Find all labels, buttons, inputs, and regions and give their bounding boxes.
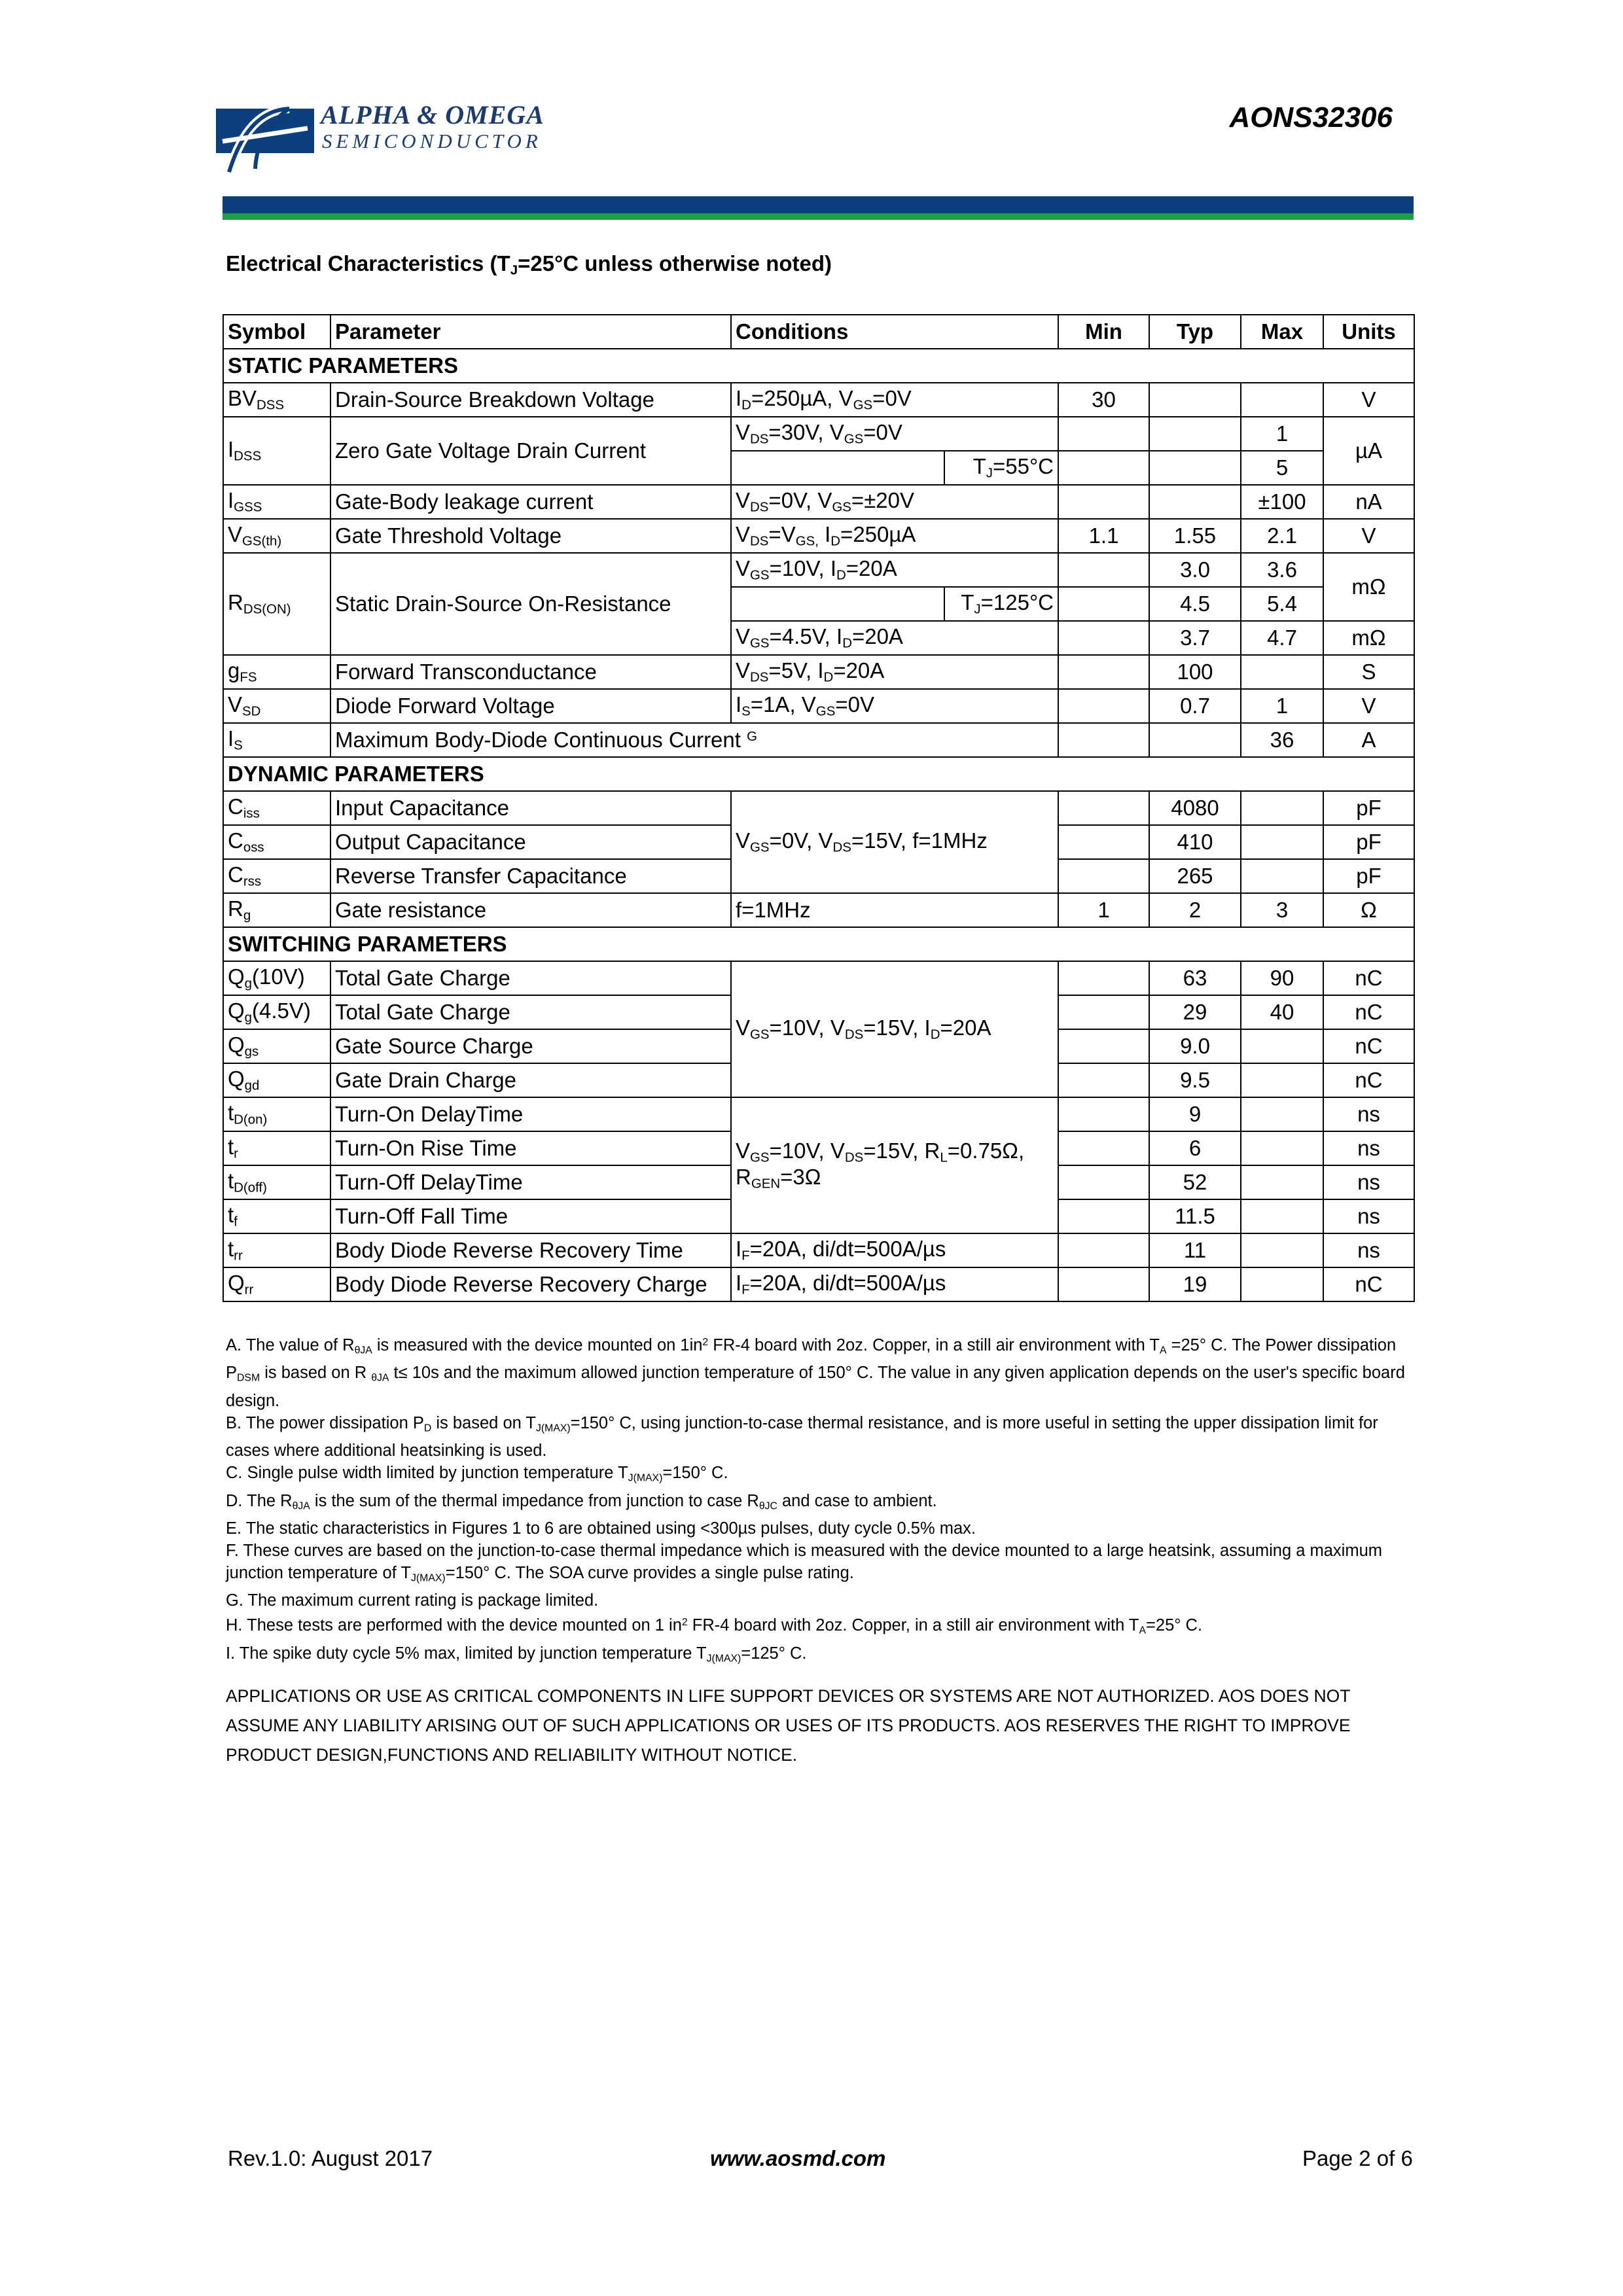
symbol-cell: $Q_{gs}$	[223, 1029, 330, 1063]
typ-cell: 63	[1149, 961, 1241, 995]
symbol-cell: $R_{DS(ON)}$	[223, 553, 330, 655]
min-cell: 30	[1058, 383, 1149, 417]
symbol-cell: $t_r$	[223, 1131, 330, 1165]
table-row	[223, 519, 1414, 553]
condition-cell: $V_{GS}=0V$, $V_{DS}=15V$, f=1MHz	[731, 791, 1058, 893]
table-row	[223, 417, 1414, 451]
max-cell	[1241, 859, 1323, 893]
units-cell: ns	[1323, 1165, 1414, 1199]
typ-cell: 4.5	[1149, 587, 1241, 621]
header-min: Min	[1058, 315, 1149, 349]
table-row	[223, 1267, 1414, 1301]
min-cell	[1058, 1267, 1149, 1301]
note-b: B. The power dissipation $P_D$ is based on $T_{J(MAX)}=150^\circ$ C, using junction-to-case thermal resistance, and is more useful in setting the upper dissipation limit for cases where additional heatsinking is used.	[226, 1413, 1378, 1460]
min-cell	[1058, 1029, 1149, 1063]
parameter-cell: Forward Transconductance	[330, 655, 731, 689]
revision-label: Rev.1.0: August 2017	[228, 2146, 433, 2170]
website-link[interactable]: www.aosmd.com	[710, 2146, 886, 2170]
units-cell: µA	[1323, 417, 1414, 485]
parameter-cell: Turn-Off Fall Time	[330, 1199, 731, 1233]
min-cell	[1058, 655, 1149, 689]
typ-cell: 3.7	[1149, 621, 1241, 655]
header-typ: Typ	[1149, 315, 1241, 349]
table-row	[223, 689, 1414, 723]
typ-cell: 6	[1149, 1131, 1241, 1165]
parameter-cell: Zero Gate Voltage Drain Current	[330, 417, 731, 485]
min-cell	[1058, 1097, 1149, 1131]
units-cell: ns	[1323, 1131, 1414, 1165]
table-row	[223, 791, 1414, 825]
condition-cell: $I_F=20A$, di/dt=500A/µs	[731, 1267, 1058, 1301]
max-cell: 5	[1241, 451, 1323, 485]
min-cell	[1058, 485, 1149, 519]
typ-cell	[1149, 417, 1241, 451]
parameter-cell: Gate resistance	[330, 893, 731, 927]
units-cell: nC	[1323, 1267, 1414, 1301]
note-a: A. The value of $R_{\theta JA}$ is measured with the device mounted on $1in^2$ FR-4 board with 2oz. Copper, in a still air environment with $T_A =25^\circ$ C. The Power dissipation $P_{DSM}$ is based on R $_{\theta JA}$ t≤ 10s and the maximum allowed junction temperature of 150° C. The value in any given application depends on the user's specific board design.	[226, 1335, 1405, 1410]
max-cell	[1241, 655, 1323, 689]
table-row	[223, 961, 1414, 995]
parameter-cell: Reverse Transfer Capacitance	[330, 859, 731, 893]
max-cell: ±100	[1241, 485, 1323, 519]
parameter-cell: Maximum Body-Diode Continuous Current $^G$	[330, 723, 1058, 757]
typ-cell: 410	[1149, 825, 1241, 859]
header-band-green	[223, 213, 1414, 220]
symbol-cell: $Q_g(10V)$	[223, 961, 330, 995]
condition-cell: $T_J=55^\circ C$	[944, 451, 1058, 485]
typ-cell: 11.5	[1149, 1199, 1241, 1233]
section-row	[223, 349, 1414, 383]
units-cell: nC	[1323, 1063, 1414, 1097]
condition-cell: $V_{DS}=30V$, $V_{GS}=0V$	[731, 417, 1058, 451]
symbol-cell: $t_{rr}$	[223, 1233, 330, 1267]
typ-cell: 4080	[1149, 791, 1241, 825]
parameter-cell: Gate Source Charge	[330, 1029, 731, 1063]
min-cell	[1058, 791, 1149, 825]
min-cell	[1058, 723, 1149, 757]
units-cell: V	[1323, 689, 1414, 723]
max-cell	[1241, 1267, 1323, 1301]
units-cell: S	[1323, 655, 1414, 689]
units-cell: pF	[1323, 791, 1414, 825]
max-cell	[1241, 1029, 1323, 1063]
min-cell	[1058, 1199, 1149, 1233]
max-cell	[1241, 1165, 1323, 1199]
company-logo	[216, 98, 596, 177]
parameter-cell: Static Drain-Source On-Resistance	[330, 553, 731, 655]
symbol-cell: $BV_{DSS}$	[223, 383, 330, 417]
condition-cell: f=1MHz	[731, 893, 1058, 927]
table-row	[223, 383, 1414, 417]
note-f: F. These curves are based on the junction-to-case thermal impedance which is measured with the device mounted to a large heatsink, assuming a maximum junction temperature of $T_{J(MAX)}=150^\circ$ C. The SOA curve provides a single pulse rating.	[226, 1542, 1383, 1584]
units-cell: V	[1323, 383, 1414, 417]
section-title: Electrical Characteristics ($T_J=25^\circ C$ unless otherwise noted)	[226, 251, 832, 278]
typ-cell: 9	[1149, 1097, 1241, 1131]
min-cell	[1058, 859, 1149, 893]
typ-cell: 0.7	[1149, 689, 1241, 723]
parameter-cell: Input Capacitance	[330, 791, 731, 825]
symbol-cell: $g_{FS}$	[223, 655, 330, 689]
min-cell	[1058, 1233, 1149, 1267]
symbol-cell: $t_{D(on)}$	[223, 1097, 330, 1131]
symbol-cell: $t_f$	[223, 1199, 330, 1233]
typ-cell: 52	[1149, 1165, 1241, 1199]
min-cell	[1058, 1165, 1149, 1199]
units-cell: mΩ	[1323, 621, 1414, 655]
condition-cell: $T_J=125^\circ C$	[944, 587, 1058, 621]
max-cell: 1	[1241, 689, 1323, 723]
typ-cell	[1149, 383, 1241, 417]
min-cell	[1058, 825, 1149, 859]
min-cell	[1058, 587, 1149, 621]
condition-cell: $V_{DS}=0V$, $V_{GS}=\pm 20V$	[731, 485, 1058, 519]
max-cell: 2.1	[1241, 519, 1323, 553]
table-row	[223, 485, 1414, 519]
min-cell: 1.1	[1058, 519, 1149, 553]
max-cell	[1241, 1233, 1323, 1267]
company-name: ALPHA & OMEGA	[321, 100, 544, 130]
units-cell: ns	[1323, 1097, 1414, 1131]
min-cell	[1058, 1063, 1149, 1097]
table-row	[223, 655, 1414, 689]
parameter-cell: Total Gate Charge	[330, 995, 731, 1029]
min-cell: 1	[1058, 893, 1149, 927]
max-cell	[1241, 1131, 1323, 1165]
units-cell: A	[1323, 723, 1414, 757]
section-row	[223, 757, 1414, 791]
typ-cell: 100	[1149, 655, 1241, 689]
min-cell	[1058, 689, 1149, 723]
typ-cell: 11	[1149, 1233, 1241, 1267]
units-cell: nC	[1323, 1029, 1414, 1063]
section-static: STATIC PARAMETERS	[223, 349, 1414, 383]
max-cell	[1241, 383, 1323, 417]
note-c: C. Single pulse width limited by junction temperature $T_{J(MAX)}=150^\circ$ C.	[226, 1464, 728, 1484]
max-cell: 90	[1241, 961, 1323, 995]
parameter-cell: Gate-Body leakage current	[330, 485, 731, 519]
max-cell	[1241, 825, 1323, 859]
parameter-cell: Body Diode Reverse Recovery Time	[330, 1233, 731, 1267]
units-cell: V	[1323, 519, 1414, 553]
max-cell	[1241, 1063, 1323, 1097]
typ-cell: 265	[1149, 859, 1241, 893]
table-row	[223, 553, 1414, 587]
max-cell	[1241, 1199, 1323, 1233]
min-cell	[1058, 417, 1149, 451]
typ-cell: 19	[1149, 1267, 1241, 1301]
parameter-cell: Total Gate Charge	[330, 961, 731, 995]
part-number: AONS32306	[1229, 101, 1393, 133]
parameter-cell: Gate Threshold Voltage	[330, 519, 731, 553]
header-units: Units	[1323, 315, 1414, 349]
symbol-cell: $V_{GS(th)}$	[223, 519, 330, 553]
units-cell: nC	[1323, 961, 1414, 995]
section-switching: SWITCHING PARAMETERS	[223, 927, 1414, 961]
condition-spacer-cell	[731, 587, 944, 621]
min-cell	[1058, 553, 1149, 587]
note-h: H. These tests are performed with the device mounted on 1 $in^2$ FR-4 board with 2oz. Copper, in a still air environment with $T_A=25^\circ$ C.	[226, 1616, 1203, 1636]
header-band-blue	[223, 196, 1414, 213]
typ-cell: 3.0	[1149, 553, 1241, 587]
units-cell: Ω	[1323, 893, 1414, 927]
page-number: Page 2 of 6	[1302, 2146, 1413, 2170]
symbol-cell: $I_{GSS}$	[223, 485, 330, 519]
max-cell	[1241, 791, 1323, 825]
condition-cell: $V_{DS}=5V$, $I_D=20A$	[731, 655, 1058, 689]
typ-cell	[1149, 485, 1241, 519]
symbol-cell: $R_g$	[223, 893, 330, 927]
symbol-cell: $I_S$	[223, 723, 330, 757]
symbol-cell: $V_{SD}$	[223, 689, 330, 723]
table-header-row	[223, 315, 1414, 349]
condition-spacer-cell	[731, 451, 944, 485]
electrical-characteristics-table	[223, 314, 1415, 1302]
typ-cell: 29	[1149, 995, 1241, 1029]
parameter-cell: Gate Drain Charge	[330, 1063, 731, 1097]
units-cell: pF	[1323, 825, 1414, 859]
footnotes	[226, 1332, 1414, 1670]
symbol-cell: $t_{D(off)}$	[223, 1165, 330, 1199]
max-cell	[1241, 1097, 1323, 1131]
note-e: E. The static characteristics in Figures 1 to 6 are obtained using <300µs pulses, duty cycle 0.5% max.	[226, 1519, 976, 1538]
note-d: D. The $R_{\theta JA}$ is the sum of the thermal impedance from junction to case $R_{\theta JC}$ and case to ambient.	[226, 1491, 937, 1511]
table-row	[223, 1097, 1414, 1131]
max-cell: 3	[1241, 893, 1323, 927]
parameter-cell: Diode Forward Voltage	[330, 689, 731, 723]
condition-cell: $I_S=1A$, $V_{GS}=0V$	[731, 689, 1058, 723]
section-dynamic: DYNAMIC PARAMETERS	[223, 757, 1414, 791]
max-cell: 4.7	[1241, 621, 1323, 655]
condition-cell: $V_{GS}=4.5V$, $I_D=20A$	[731, 621, 1058, 655]
units-cell: nA	[1323, 485, 1414, 519]
typ-cell: 9.5	[1149, 1063, 1241, 1097]
table-row	[223, 893, 1414, 927]
symbol-cell: $C_{rss}$	[223, 859, 330, 893]
parameter-cell: Turn-Off DelayTime	[330, 1165, 731, 1199]
typ-cell: 1.55	[1149, 519, 1241, 553]
max-cell: 36	[1241, 723, 1323, 757]
symbol-cell: $Q_{gd}$	[223, 1063, 330, 1097]
typ-cell: 2	[1149, 893, 1241, 927]
min-cell	[1058, 995, 1149, 1029]
units-cell: mΩ	[1323, 553, 1414, 621]
section-row	[223, 927, 1414, 961]
typ-cell	[1149, 451, 1241, 485]
units-cell: pF	[1323, 859, 1414, 893]
condition-cell: $V_{GS}=10V$, $I_D=20A$	[731, 553, 1058, 587]
max-cell: 3.6	[1241, 553, 1323, 587]
parameter-cell: Drain-Source Breakdown Voltage	[330, 383, 731, 417]
condition-cell: $I_F=20A$, di/dt=500A/µs	[731, 1233, 1058, 1267]
header-symbol: Symbol	[223, 315, 330, 349]
symbol-cell: $Q_g(4.5V)$	[223, 995, 330, 1029]
condition-cell: $V_{DS}=V_{GS,}$ $I_D=250\mu A$	[731, 519, 1058, 553]
parameter-cell: Body Diode Reverse Recovery Charge	[330, 1267, 731, 1301]
typ-cell: 9.0	[1149, 1029, 1241, 1063]
min-cell	[1058, 1131, 1149, 1165]
table-row	[223, 1233, 1414, 1267]
max-cell: 40	[1241, 995, 1323, 1029]
symbol-cell: $I_{DSS}$	[223, 417, 330, 485]
typ-cell	[1149, 723, 1241, 757]
max-cell: 5.4	[1241, 587, 1323, 621]
table-row	[223, 723, 1414, 757]
symbol-cell: $Q_{rr}$	[223, 1267, 330, 1301]
symbol-cell: $C_{oss}$	[223, 825, 330, 859]
condition-cell: $V_{GS}=10V$, $V_{DS}=15V$, $I_D=20A$	[731, 961, 1058, 1097]
parameter-cell: Turn-On DelayTime	[330, 1097, 731, 1131]
disclaimer: APPLICATIONS OR USE AS CRITICAL COMPONENTS IN LIFE SUPPORT DEVICES OR SYSTEMS ARE NOT AUTHORIZED. AOS DOES NOT ASSUME ANY LIABILITY ARISING OUT OF SUCH APPLICATIONS OR USES OF ITS PRODUCTS. AOS RESERVES THE RIGHT TO IMPROVE PRODUCT DESIGN,FUNCTIONS AND RELIABILITY WITHOUT NOTICE.	[226, 1686, 1351, 1765]
units-cell: ns	[1323, 1199, 1414, 1233]
condition-cell: $V_{GS}=10V$, $V_{DS}=15V$, $R_L=0.75\Omega$, $R_{GEN}=3\Omega$	[731, 1097, 1058, 1233]
max-cell: 1	[1241, 417, 1323, 451]
aos-logo-icon	[216, 103, 314, 175]
units-cell: ns	[1323, 1233, 1414, 1267]
condition-cell: $I_D=250\mu A$, $V_{GS}=0V$	[731, 383, 1058, 417]
header-parameter: Parameter	[330, 315, 731, 349]
parameter-cell: Output Capacitance	[330, 825, 731, 859]
header-max: Max	[1241, 315, 1323, 349]
min-cell	[1058, 961, 1149, 995]
company-subtitle: SEMICONDUCTOR	[322, 130, 542, 152]
symbol-cell: $C_{iss}$	[223, 791, 330, 825]
note-i: I. The spike duty cycle 5% max, limited by junction temperature $T_{J(MAX)}=125^\circ$ C.	[226, 1644, 807, 1665]
header-conditions: Conditions	[731, 315, 1058, 349]
min-cell	[1058, 621, 1149, 655]
note-g: G. The maximum current rating is package limited.	[226, 1591, 599, 1610]
parameter-cell: Turn-On Rise Time	[330, 1131, 731, 1165]
min-cell	[1058, 451, 1149, 485]
units-cell: nC	[1323, 995, 1414, 1029]
